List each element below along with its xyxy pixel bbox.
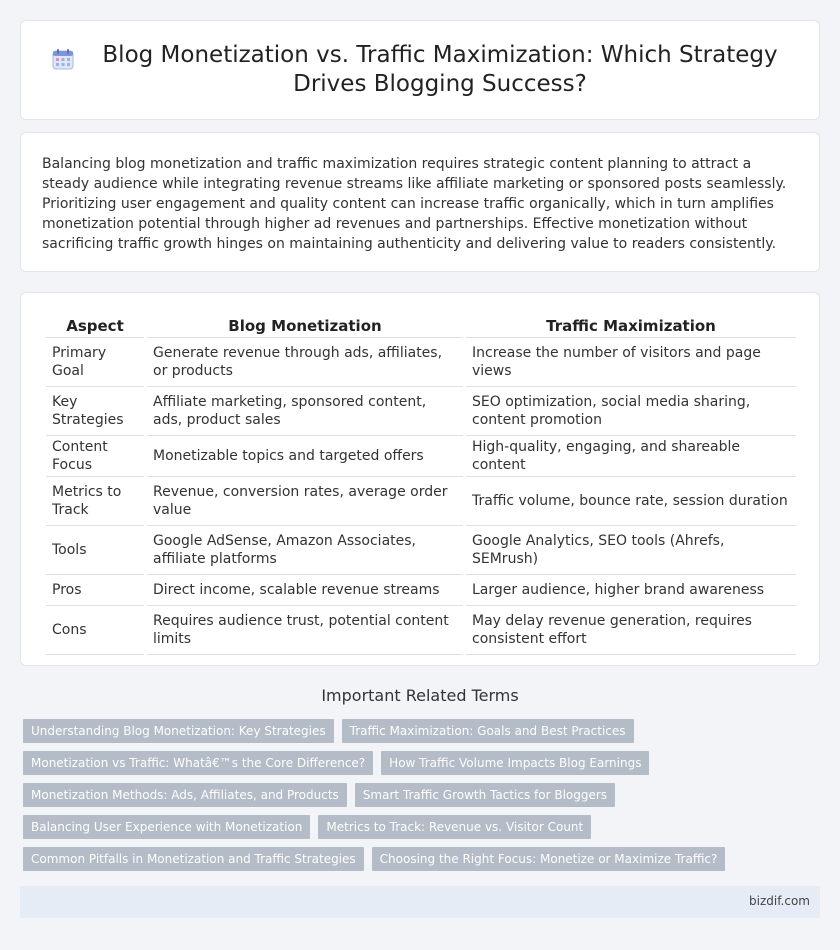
intro-paragraph: Balancing blog monetization and traffic maximization requires strategic content planning to attract a steady audience while integrating revenue streams like affiliate marketing or sponsored posts seamlessly. Prioritizing user engagement and quality content can increase traffic organically, which in turn amplifies monetization potential through higher ad revenues and partnerships. Effective monetization without sacrificing traffic growth hinges on maintaining authenticity and delivering value to readers consistently.: [42, 156, 787, 252]
related-term-link[interactable]: Monetization vs Traffic: Whatâ€™s the Core Difference?: [23, 751, 373, 775]
table-cell-monetization: Revenue, conversion rates, average order value: [147, 477, 463, 526]
table-cell-aspect: Primary Goal: [46, 338, 144, 387]
table-cell-traffic: SEO optimization, social media sharing, content promotion: [466, 387, 796, 436]
related-term-link[interactable]: Metrics to Track: Revenue vs. Visitor Count: [318, 815, 591, 839]
comparison-table-card: [20, 292, 820, 666]
related-term-link[interactable]: Understanding Blog Monetization: Key Strategies: [23, 719, 334, 743]
table-cell-traffic: High-quality, engaging, and shareable content: [466, 436, 796, 477]
table-cell-monetization: Direct income, scalable revenue streams: [147, 575, 463, 606]
comparison-table: [43, 313, 799, 655]
intro-card: [20, 132, 820, 272]
table-row: [46, 477, 796, 526]
related-term-link[interactable]: How Traffic Volume Impacts Blog Earnings: [381, 751, 649, 775]
table-cell-traffic: Google Analytics, SEO tools (Ahrefs, SEMrush): [466, 526, 796, 575]
footer-brand: bizdif.com: [749, 894, 810, 908]
table-row: [46, 606, 796, 655]
footer-bar: [20, 886, 820, 918]
column-header-blog-monetization: Blog Monetization: [147, 313, 463, 338]
table-cell-aspect: Metrics to Track: [46, 477, 144, 526]
table-header-row: [46, 313, 796, 338]
table-cell-traffic: Larger audience, higher brand awareness: [466, 575, 796, 606]
related-terms-list: [23, 719, 783, 871]
table-row: [46, 575, 796, 606]
table-cell-aspect: Key Strategies: [46, 387, 144, 436]
table-cell-monetization: Monetizable topics and targeted offers: [147, 436, 463, 477]
page-title: Blog Monetization vs. Traffic Maximization: Which Strategy Drives Blogging Success?: [102, 42, 778, 97]
table-cell-aspect: Cons: [46, 606, 144, 655]
table-cell-monetization: Google AdSense, Amazon Associates, affiliate platforms: [147, 526, 463, 575]
table-cell-traffic: Increase the number of visitors and page views: [466, 338, 796, 387]
table-row: [46, 387, 796, 436]
table-cell-monetization: Generate revenue through ads, affiliates, or products: [147, 338, 463, 387]
table-cell-monetization: Affiliate marketing, sponsored content, ads, product sales: [147, 387, 463, 436]
table-cell-traffic: May delay revenue generation, requires consistent effort: [466, 606, 796, 655]
table-cell-monetization: Requires audience trust, potential content limits: [147, 606, 463, 655]
related-term-link[interactable]: Common Pitfalls in Monetization and Traffic Strategies: [23, 847, 364, 871]
table-row: [46, 338, 796, 387]
table-cell-aspect: Content Focus: [46, 436, 144, 477]
related-term-link[interactable]: Traffic Maximization: Goals and Best Practices: [342, 719, 634, 743]
table-row: [46, 526, 796, 575]
table-cell-aspect: Pros: [46, 575, 144, 606]
related-terms-title: Important Related Terms: [321, 686, 519, 705]
header-card: [20, 20, 820, 120]
related-term-link[interactable]: Smart Traffic Growth Tactics for Bloggers: [355, 783, 615, 807]
table-row: [46, 436, 796, 477]
related-term-link[interactable]: Choosing the Right Focus: Monetize or Maximize Traffic?: [372, 847, 726, 871]
table-cell-traffic: Traffic volume, bounce rate, session duration: [466, 477, 796, 526]
column-header-aspect: Aspect: [46, 313, 144, 338]
related-term-link[interactable]: Monetization Methods: Ads, Affiliates, and Products: [23, 783, 347, 807]
column-header-traffic-maximization: Traffic Maximization: [466, 313, 796, 338]
related-term-link[interactable]: Balancing User Experience with Monetization: [23, 815, 310, 839]
table-cell-aspect: Tools: [46, 526, 144, 575]
